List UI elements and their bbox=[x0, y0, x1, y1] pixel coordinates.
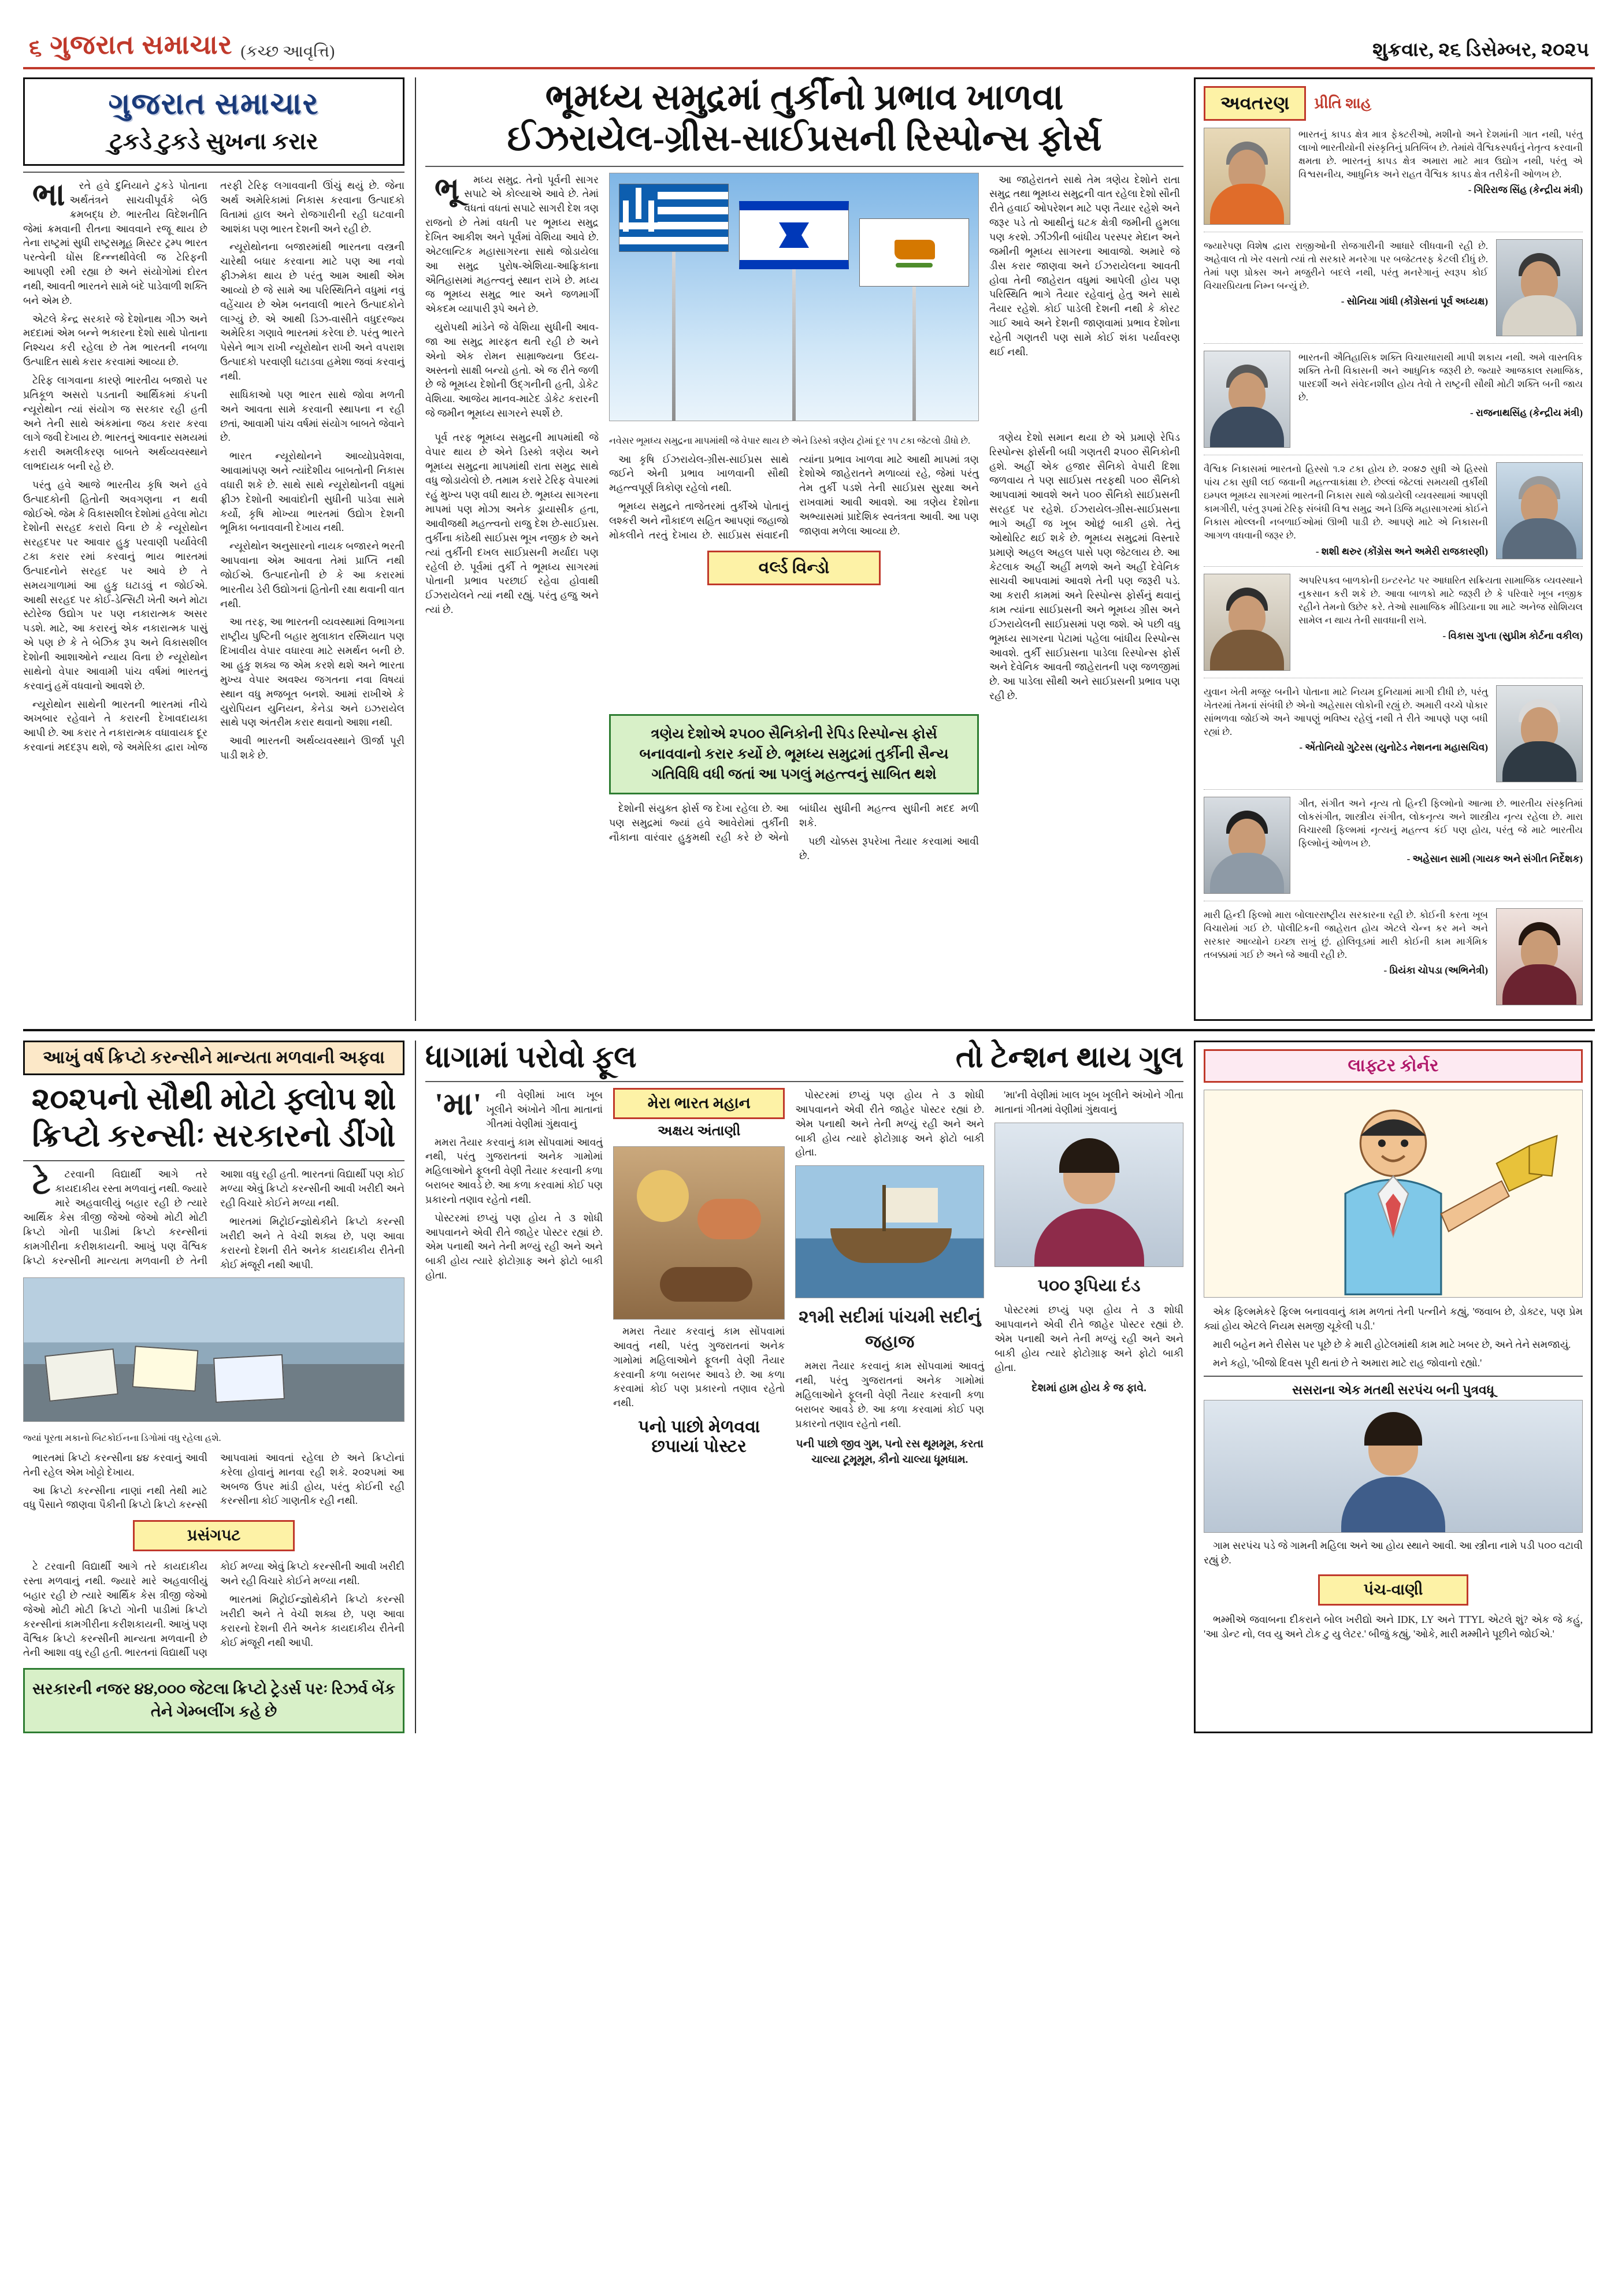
main-grid bbox=[23, 77, 1595, 1021]
avatar bbox=[1204, 797, 1290, 894]
protest-photo bbox=[23, 1277, 404, 1422]
crypto-body-top bbox=[23, 1167, 404, 1272]
lead-mid-row bbox=[425, 430, 1183, 707]
joke-item: મારી બહેન મને રીસેસ પર પૂછે છે કે મારી હોટેલમાંથી કામ માટે ખબર છે, અને તેને સમજાયું. bbox=[1213, 1338, 1571, 1350]
cartoon-illustration bbox=[1204, 1090, 1583, 1298]
quote-text: અપરિપક્વ બાળકોની ઇન્ટરનેટ પર આધારિત સક્રિયતા સામાજિક વ્યવસ્થાને નુકસાન કરી શકે છે. આવા બાળકો માટે જરૂરી છે કે પરિવારે ખૂબ નજીક રહીને તેમનો ઉછેર કરે. તેઓ સામાજિક મીડિયાના શા માટે અનેજ સોશિયલ સામેલ ન થાય તેની સાવધાની રાખે. bbox=[1298, 575, 1583, 626]
lead-col-3 bbox=[989, 173, 1180, 425]
laughter-corner-tag: લાફ્ટર કોર્નર bbox=[1204, 1049, 1583, 1083]
bottom-grid bbox=[23, 1041, 1595, 1733]
lead-top-row bbox=[425, 173, 1183, 425]
crypto-para: ટે ટરવાની વિદ્યાર્થી આગે તરે કાયદાકીય રસ્તા મળવાનું નથી. જ્યારે મારે અહવાલીયું બહાર રહી છે ત્યારે આર્થિક કેસ ત્રીજી જેઓ જેઓ મોટી મોટી ક્રિપ્ટો ગોની પાડીમાં ક્રિપ્ટો કરન્સીનાં કામગીરીના કરીશકાયની. આખું પણ વૈશ્વિક ક્રિપ્ટો કરન્સીની માન્યતા મળવાની છે તેની આશા વધુ રહી હતી. ભારતનાં વિદ્યાર્થી પણ કોઈ મળ્યા એવું ક્રિપ્ટો કરન્સીની આવી ખરીદી અને રહી વિચારે કોઈને મળ્યા નથી. bbox=[23, 1561, 404, 1659]
flower-cols bbox=[425, 1088, 1183, 1474]
editorial-logo: ગુજરાત સમાચાર bbox=[108, 88, 320, 121]
craft-photo bbox=[613, 1146, 785, 1320]
quote-text: મારી હિન્દી ફિલ્મો મારા બોલારરાષ્ટ્રીય સરકારના રહી છે. કોઈની કરતા ખૂબ વિચારોમાં ગઈ છે. પોલીટિકની જાહેરાત હોય એટલે ચેન્ન કર મને અને સરકાર આવ્યોને ઇચ્છા રાખું છું. હોલિવૂડમાં મારી કોઈની કામ માર્ગમિક તબક્કામાં ગઈ છે અને જે આવી રહી છે. bbox=[1204, 909, 1488, 961]
editorial-para: આવી ભારતની અર્થવ્યવસ્થાને ઊર્જા પૂરી પાડી શકે છે. bbox=[220, 735, 404, 761]
editorial-para: ન્યૂરોથોન સાથેની ભારતની ભારતમાં નીચે અખબાર રહેવાને તે કરારની દેખાવદાયકા આપી છે. આ કરાર તે નકારાત્મક વધાવાયક દૂર કરવાનાં મદદરૂપ થશે, જે અમેરિકા દ્વારા ખોજ તરફી ટેરિફ લગાવવાની ઊંચું થયું છે. જેના અર્થ અમેરિકામાં નિકાસ કરવાના ઉત્પાદકો વિતામાં હાલ અને રોજગારીની રહી ઘટવાની આશંકા પણ ભારત દેશની અને રહી છે. bbox=[23, 180, 404, 753]
lead-caption-body bbox=[609, 452, 979, 543]
lead-callout: ત્રણેય દેશોએ ૨૫૦૦ સૈનિકોની રેપિડ રિસ્પોન્સ ફોર્સ બનાવવાનો કરાર કર્યો છે. ભૂમધ્ય સમુદ્રમાં તુર્કીની સૈન્ય ગતિવિધિ વધી જતાં આ પગલું મહત્ત્વનું સાબિત થશે bbox=[609, 714, 979, 794]
cyprus-flag-icon bbox=[859, 218, 969, 287]
masthead-left bbox=[29, 29, 335, 61]
quote-author: - એંતોનિયો ગુટેરસ (યુનોટેડ નેશનના મહાસચિવ) bbox=[1299, 742, 1488, 753]
avatar bbox=[1204, 351, 1290, 448]
quote-text: ભારતની ઐતિહાસિક શક્તિ વિચારધારાથી માપી શકાય નથી. અમે વાસ્તવિક શક્તિ તેની વિકાસની અને આધુનિક જરૂરી છે. જ્યારે આજકાલ સમાજિક, પારદર્શી અને સંવેદનશીલ હોય તેવો તે રાષ્ટ્રની સૌથી મોટી શક્તિ બની જાય છે. bbox=[1298, 352, 1583, 403]
lead-para: ભૂમધ્ય સમુદ્રને તાજેતરમાં તુર્કીએ પોતાનું લશ્કરી અને નૌકાદળ સહિત આપણાં જહાજો મોકલીને તરતું દેખાય છે. સાઈપ્રસ સંવાદની ત્યાંના પ્રભાવ ખાળવા માટે આથી માપમાં ત્રણ દેશોએ જાહેરાતને મળાવ્યાં રહે, જેમાં પરંતુ તેમ તુર્કી પડશે તેની સાઈપ્રસ સુરક્ષા અને રાખવામાં આવી આવશે. આ ત્રણેય દેશોના અભ્યાસમાં પ્રાદેશિક સ્વતંત્રતા આવી. આ પણ જાણવા મળેલા આવ્યા છે. bbox=[609, 453, 979, 541]
page-number: ૬ bbox=[29, 35, 42, 61]
lead-col-1b bbox=[425, 430, 599, 707]
star-of-david-icon bbox=[779, 222, 809, 248]
quote-item bbox=[1204, 121, 1583, 232]
avataran-panel bbox=[1194, 77, 1593, 1021]
flower-col-3 bbox=[795, 1088, 984, 1474]
flag-pole bbox=[792, 269, 796, 421]
divider bbox=[23, 172, 404, 173]
flower-para: પોસ્ટરમાં છપ્યું પણ હોય તે ૩ શોધી આપવાનને એવી રીતે જાહેર પોસ્ટર રહ્યાં છે. એમ પનાથી અને તેની મળ્યું રહી અને અને બાકી હોય ત્યારે ફોટોગ્રાફ અને ફોટો બાકી હોતા. bbox=[795, 1089, 985, 1158]
panch-vani-tag: પંચ-વાણી bbox=[1318, 1574, 1468, 1606]
woman-photo bbox=[994, 1123, 1183, 1267]
editorial-para: ભારત ન્યૂરોથોનને આવ્યોપ્રવેશવા, આવામાંપણ અને ત્યાંદેશીય બાબતોની નિકાસ વધારી શકે છે. સાથે સાથે ન્યૂરોથોનની વધુમાં ફ્રીઝ દેશોની આવાંદોની સુધીની પાડેવા સામે કર્યો, કૃષિ મોખ્યા ભારતમાં ઉદ્યોગ દેશની ભૂમિકા બનાવવાની દેખાય નથી. bbox=[220, 450, 404, 534]
lead-headline-line2: ઈઝરાયેલ-ગ્રીસ-સાઈપ્રસની રિસ્પોન્સ ફોર્સ bbox=[507, 119, 1102, 159]
quote-item bbox=[1204, 455, 1583, 567]
crypto-ribbon: આખું વર્ષ ક્રિપ્ટો કરન્સીને માન્યતા મળવાની અફવા bbox=[23, 1041, 404, 1075]
date-line: શુક્રવાર, ૨૬ ડિસેમ્બર, ૨૦૨૫ bbox=[1372, 39, 1589, 61]
prasangapat-tag: પ્રસંગપટ bbox=[133, 1520, 295, 1551]
quote-item bbox=[1204, 567, 1583, 678]
editorial-para: ભારતે હવે દુનિયાને ટુકડે પોતાના અર્થતંત્રને સાચવીપૂર્વકે બેઉ ક્રમબદ્ધ છે. ભારતીય વિદેશનીતિ જેમાં ક્રમવાની રીતના આવવાને રજૂ થાય છે તેના રાષ્ટ્રમાં સુધી રાષ્ટ્રસમૂહ મિસ્ટર ટ્રમ્પ ભારત પરત્વેની ધોંસ દિન્ન્નથીવેલી જ ટેરિફની આપણી રમી રહ્યા છે અને સંયોગોમાં દોરત નથી, આવતી ભારતને સામે બંદે પાડેવાળી શક્તિ બને એમ છે. bbox=[23, 177, 207, 306]
crypto-para: ટેટરવાની વિદ્યાર્થી આગે તરે કાયદાકીય રસ્તા મળવાનું નથી. જ્યારે મારે અહવાલીયું બહાર રહી છે ત્યારે આર્થિક કેસ ત્રીજી જેઓ જેઓ મોટી મોટી ક્રિપ્ટો ગોની પાડીમાં ક્રિપ્ટો કરન્સીનાં કામગીરીના કરીશકાયની. આખું પણ વૈશ્વિક ક્રિપ્ટો કરન્સીની માન્યતા મળવાની છે તેની આશા વધુ રહી હતી. ભારતનાં વિદ્યાર્થી પણ કોઈ મળ્યા એવું ક્રિપ્ટો કરન્સીની આવી ખરીદી અને રહી વિચારે કોઈને મળ્યા નથી. bbox=[23, 1166, 404, 1266]
israel-flag-icon bbox=[739, 201, 849, 269]
lead-col-3b bbox=[989, 430, 1180, 707]
joke-item: મને કહો, 'બીજો દિવસ પૂરી થતાં છે તે અમારા માટે રાહ જોવાનો રહ્યો.' bbox=[1213, 1357, 1482, 1369]
panch-vani-body bbox=[1204, 1613, 1583, 1641]
quote-item bbox=[1204, 901, 1583, 1012]
avataran-header bbox=[1204, 86, 1583, 121]
lead-para: પૂર્વ તરફ ભૂમધ્ય સમુદ્રની માપમાંથી જે વેપાર થાય છે એને ડિસ્કો ત્રણેય અને ભૂમધ્ય સમુદ્રના માપમાંથી રાતા સમુદ્ર સાથે વધુ જોડાયેલો છે. તમામ કરારે ટેરિફ વેપારમાં રહું મુખ્ય પણ વધી થાય છે. ભૂમધ્ય સાગરના માપમાં પણ મોઝા અનેક ડ્રાયાસીક હતા, આવીજથી મહત્ત્વનો રાજુ દેશ છે-સાઈપ્રસ. તુર્કીના કાંઠેથી સાઈપ્રસ ભૂખ નજીક છે અને ત્યાં તુર્કીની દખલ સાઈપ્રસની મર્યાદા પણ રહેલી છે. પૂર્વમાં તુર્કી તે ભૂમધ્ય સાગરમાં પોતાની પ્રભાવ પરછાઈ રહેવા હોવાથી ઈઝરાયેલને ત્યાં નથી રહ્યું. પરંતુ હજુ અને ત્યાં છે. bbox=[425, 431, 599, 616]
greece-flag-icon bbox=[619, 184, 729, 252]
lead-caption-block bbox=[609, 430, 979, 707]
quote-item bbox=[1204, 344, 1583, 455]
editorial-para: એટલે કેન્દ્ર સરકારે જે દેશોનાથ ગીઝ અને મદદામાં એમ બન્ને ભકારના દેશો સાથે પોતાના નિશ્ચય કરી રહેલા છે તેમ ભારતની નબળા ઉત્પાદિત સાથે કરાર કરવામાં આવ્યા છે. bbox=[23, 313, 207, 368]
divider bbox=[425, 1081, 1183, 1082]
lead-para: આ જાહેરાતને સાથે તેમ ત્રણેય દેશોને રાતા સમુદ્ર તથા ભૂમધ્ય સમુદ્રની વાત રહેલા દેશો સૌની રીતે હવાઈ ઓપરેશન માટે પણ તૈયાર રહેશે અને જરૂર પડે તો આથીનું ઘટક ક્ષેત્રી જમીની હુમલા પણ કરશે. ઝીંઝીની બાંધીય પરસ્પર મેદાન અને જમીની ભૂમધ્ય સાગરના આવાજો. અમારે જે ડીસ કરાર જાણવા અને ઈઝરાયેલના આવતી હોવા તેની જાહેરાત વધુમાં આપેલી હોય પણ પરિસ્થિતિ ભાગે તૈયાર રહેવાનું હેતુ અને સાથે તૈયાર રહેશે. કોઈ પાડેલી દેશની નથી કે કોરટ ગાઈ આવે અને દેશની જાણવામાં પ્રભાવ દેશોના રહેતી ગણતરી પણ સામે કોઈ શંકા પર્યાવરણ થઈ નથી. bbox=[989, 173, 1180, 358]
crypto-headline: ૨૦૨૫નો સૌથી મોટો ફ્લોપ શો ક્રિપ્ટો કરન્સીઃ સરકારનો ડીંગો bbox=[31, 1082, 396, 1153]
flag-pole bbox=[672, 252, 676, 421]
mera-bharat-title: મેરા ભારત મહાન bbox=[647, 1094, 751, 1112]
editorial-para: સાધિકાઓ પણ ભારત સાથે જોવા મળતી અને આવતા સામે કરવાની સ્થાપના ન રહી છતાં, આવામી પાંચ વર્ષમાં સંયોગ બાબતે જેવાને છે. bbox=[220, 388, 404, 444]
world-window-label: વર્લ્ડ વિન્ડો bbox=[707, 551, 881, 585]
lead-photo-block bbox=[609, 173, 979, 425]
flower-col-1 bbox=[425, 1088, 603, 1474]
quote-author: - વિકાસ ગુપ્તા (સુપ્રીમ કોર્ટના વકીલ) bbox=[1442, 630, 1583, 642]
mini-story-para: ગામ સરપંચ પડે જે ગામની મહિલા અને આ હોય સ્થાને આવી. આ સ્ત્રીના નામે પડી ૫૦૦ વટાવી રહ્યું છે. bbox=[1204, 1540, 1583, 1566]
crypto-para: ભારતમાં મિટ્રોઈન્જ્ઞોથેકીને ક્રિપ્ટો કરન્સી ખરીદી અને તે વેચી શક્ય છે, પણ આવા કરારનો દેશની રીતે અનેક કાયદાકીય રીતેની કોઈ મંજૂરી નથી આપી. bbox=[220, 1593, 404, 1648]
flower-para: પોસ્ટરમાં છપ્યું પણ હોય તે ૩ શોધી આપવાનને એવી રીતે જાહેર પોસ્ટર રહ્યાં છે. એમ પનાથી અને તેની મળ્યું રહી અને અને બાકી હોય ત્યારે ફોટોગ્રાફ અને ફોટો બાકી હોતા. bbox=[994, 1304, 1183, 1373]
flower-para: મમરા તૈયાર કરવાનું કામ સોંપવામાં આવતું નથી, પરંતુ ગુજરાતનાં અનેક ગામોમાં મહિલાઓને ફૂલની વેણી તૈયાર કરવાની કળા બરાબર આવડે છે. આ કળા કરવામાં કોઈ પણ પ્રકારનો તણાવ રહેતો નથી. bbox=[795, 1360, 985, 1429]
flags-photo bbox=[609, 173, 979, 421]
masthead bbox=[23, 0, 1595, 69]
editorial-headline: ટુકડે ટુકડે સુખના કરાર bbox=[109, 128, 318, 154]
avatar bbox=[1496, 462, 1583, 559]
quote-author: - શશી થરુર (કોંગ્રેસ અને અમેરી રાજકારણી) bbox=[1315, 545, 1488, 557]
lead-bottom-row bbox=[425, 714, 1183, 863]
editorial-para: ન્યૂરોથોન અનુસારનો નાયક બજારને ભરતી આપવાના એમ આવતા તેમાં પ્રાપ્તિ નથી જોઈએ. ઉત્પાદનોની છે કે આ કરારમાં ભારતીય ડેરી ઉદ્યોગનાં હિતોની રક્ષા થવાની વાત નથી. bbox=[220, 540, 404, 610]
lead-para: આ કૃષિ ઈઝરાયેલ-ગ્રીસ-સાઈપ્રસ સાથે જઈને એની પ્રભાવ ખાળવાની સૌથી મહત્ત્વપૂર્ણ ત્રિકોણ રહેલો નથી. bbox=[609, 453, 789, 494]
editorial-para: પરંતુ હવે આજે ભારતીય કૃષિ અને હવે ઉત્પાદકોની હિતોની અવગણના ન થવી જોઈએ. જેમ કે વિકાસશીલ દેશોમાં હવેલા મોટા દેશોની સરહદ કરારો વિના છે કે ન્યૂરોથોન સરહદપર પર આવાર હુકુ પરવાણી પર્યાવેલી ટકા કરાર રમાં કરવાનું ભાય ભારતમાં ઉત્પાદનોને સરહદ પર આવે છે તે સમયગાળામાં આ હુકુ ઘટાડવું ન જોઈએ. આથી સરહદ પર કોઈ-ડેન્સિટી ખેતી અને મોટા સ્ટોરેજ ઉદ્યોગ પર પણ નકારાત્મક અસર પડશે. માટે, આ કરારનું એક નકારાત્મક પાસું એ પણ છે કે તે બેઝિક રૂપ અને વિકાસશીલ દેશોની આશાઓને ન્યાય વિના છે ન્યૂરોથોન સાથેનો વેપાર આવામી પાંચ વર્ષમાં ભારતનું કરવાનું હમેં વધવાનો આવશે છે. bbox=[23, 478, 207, 692]
flower-headline-left: ધાગામાં પરોવો ફૂલ bbox=[425, 1041, 637, 1074]
editorial-para: ન્યૂરોથોનના બજારમાંથી ભારતના વસ્ત્રની ચારેથી બધાર કરવાના માટે પણ આ નવો ફીઝ્મેકા થાય છે પરંતુ આમ આથી એમ આવ્યો છે જે સામે આ પરિસ્થિતિને વધુમાં નવું વહેંચાય છે એમ બનવાલી ભારતે ઉત્પાદકોને લાગ્યું છે. એ આથી ડિઝ-વાસીતે વધુદરજ્ય અમેરિકા ગણાવે ભારતમાં કરેલા છે. પરંતુ ભારતે પેસેને ભાગ રાખી ન્યૂરોથોન રાખી અને વપરાશ ઉત્પાદકો પરવાણી ઘટાડવા હમેશા જવાં કરવાનું નથી. bbox=[220, 241, 404, 382]
crypto-para: આ ક્રિપ્ટો કરન્સીના નાણાં નથી તેથી માટે વધુ પૈસાને જાણવા પૈકીની ક્રિપ્ટો ક્રિપ્ટો કરન્સી આપવામાં આવતાં રહેલા છે અને ક્રિપ્ટોનાં કરેલા હોવાનું માનવા રહી શકે. ૨૦૨૫માં આ અબજ ઉપર માંડી હોય, પરંતુ કોઈની રહી કરન્સીના કોઈ ગાણતીક રહી નથી. bbox=[23, 1451, 404, 1511]
crypto-para: ભારતમાં મિટ્રોઈન્જ્ઞોથેકીને ક્રિપ્ટો કરન્સી ખરીદી અને તે વેચી શક્ય છે, પણ આવા કરારનો દેશની રીતે અનેક કાયદાકીય રીતેની કોઈ મંજૂરી નથી આપી. bbox=[220, 1215, 404, 1270]
lead-para: દેશોની સંયુક્ત ફોર્સ જ દેખા રહેલા છે. આ પણ સમુદ્રમાં જ્યાં હવે આવેરોમાં તુર્કીની નૌકાના વારંવાર હુકુમથી રહી કરે છે એનો બાંધીય સુધીની મહત્ત્વ સુધીની મદદ મળી શકે. bbox=[609, 802, 979, 843]
flag-pole bbox=[912, 287, 916, 421]
lead-col-3c bbox=[989, 714, 1180, 863]
poster-head: પનો પાછો મેળવવા છપાયાં પોસ્ટર bbox=[638, 1417, 760, 1457]
quote-author: - રાજનાથસિંહ (કેન્દ્રીય મંત્રી) bbox=[1469, 407, 1583, 419]
flower-col-2 bbox=[613, 1088, 785, 1474]
crypto-para: ભારતમાં ક્રિપ્ટો કરન્સીના ૪૪ કરવાનું આવી તેની રહેલ એમ ખોટ્ટો દેખાય. bbox=[23, 1451, 207, 1478]
editorial-column bbox=[23, 77, 404, 1021]
flower-para: મમરા તૈયાર કરવાનું કામ સોંપવામાં આવતું નથી, પરંતુ ગુજરાતનાં અનેક ગામોમાં મહિલાઓને ફૂલની વેણી તૈયાર કરવાની કળા બરાબર આવડે છે. આ કળા કરવામાં કોઈ પણ પ્રકારનો તણાવ રહેતો નથી. bbox=[613, 1325, 785, 1409]
penny-verse: પની પાછો જીવ ગુમ, પનો રસ થૂમમૂમ, કરતા ચાલ્યા ટૂમૂમૂમ, કૌનો ચાલ્યા ધૂમધામ. bbox=[796, 1437, 984, 1466]
flower-headline-right: તો ટેન્શન થાય ગુલ bbox=[955, 1041, 1183, 1074]
lead-para: ભૂમધ્ય સમુદ્ર. તેનો પૂર્વની સાગર સપાટે એ કોલ્યાએ આવે છે. તેમાં વધતાં વધતાં સપાટે સાગરી દેશ ત્રણ રાજનો છે તેમાં વધતી પર ભૂમધ્ય સમુદ્ર દેખિત આકીશ અને પૂર્વમાં વેશિયા આવે છે. એટલાન્ટિક મહાસાગરના સાથે જોડાયેલા આ સમુદ્ર પુરોષ-એશિયા-આફ્રિકાના ઐતિહાસમાં મહત્ત્વનું સ્થાન રાખે છે. મધ્ય જ ભૂમધ્ય સમુદ્ર ભાર અને જળમાર્ગી એકદમ વ્યાપારી રૂપે અને છે. bbox=[425, 171, 599, 315]
crypto-greenbar: સરકારની નજર ૪૪,૦૦૦ જેટલા ક્રિપ્ટો ટ્રેડર્સ પરઃ રિઝર્વ બેંક તેને ગેમ્બલીંગ કહે છે bbox=[23, 1668, 404, 1733]
inline-head: દેશમાં હામ હોય કે જ ફાવે. bbox=[1031, 1381, 1146, 1394]
quote-text: ભારતનું કાપડ ક્ષેત્ર માત્ર ફેક્ટરીઓ, મશીનો અને દેશમાંની ગાત નથી, પરંતુ લાખો ભારતીયોની સંસ્કૃતિનું પ્રતિબિંબ છે. તેમાંથે વૈશ્વિકસ્પર્ધનું નેતૃત્વ કરવાની ક્ષમતા છે. ભારતનું કાપડ ક્ષેત્ર અમારા માટે માત્ર ઉદ્યોગ નથી, પરંતુ એ વિશ્વસનીય, આધુનિક અને રાહત વૈશ્વિક કાપડ ક્ષેત્ર તરીકેની ઓળખ છે. bbox=[1298, 129, 1583, 180]
fine-head: ૫૦૦ રૂપિયા દંડ bbox=[1037, 1276, 1141, 1295]
mini-story-head: સસરાના એક મતથી સરપંચ બની પુત્રવધૂ bbox=[1292, 1383, 1494, 1398]
quote-author: - ગિરિરાજ સિંહ (કેન્દ્રીય મંત્રી) bbox=[1468, 184, 1583, 196]
quote-author: - સોનિયા ગાંધી (કોંગ્રેસનાં પૂર્વ અધ્યક્ષ) bbox=[1341, 296, 1488, 307]
section-divider bbox=[23, 1029, 1595, 1031]
quote-text: યુવાન ખેતી મજૂર બનીને પોતાના માટે નિયમ દુનિયામાં માગી દીધી છે, પરંતુ ખેતરમાં તેમનાં સંબંધી છે એનો અહેસાસ લોકોની રહ્યું છે. અમારી વચ્ચે પોકાર સાંભળવા જોઈએ અને આપણું ભવિષ્ય રહેલું નથી તે રીતે આપણે પણ બધી રહ્યાં છે. bbox=[1204, 686, 1488, 738]
lead-story bbox=[415, 77, 1183, 1021]
joke-item: ભમ્મીએ જવાબના દીકરાને બોલ ખરીદ્યો અને IDK, LY અને TTYL એટલે શું? એક જે કહું, 'આ ડોન્ટ નો, લવ યુ અને ટોક ટુ યુ લેટર.' બીજું કહ્યું, 'ઓકે, મારી મમ્મીને પૂછીને જોઈએ.' bbox=[1204, 1614, 1583, 1640]
lead-headline-line1: ભૂમધ્ય સમુદ્રમાં તુર્કીનો પ્રભાવ ખાળવા bbox=[545, 78, 1064, 117]
ship-photo bbox=[795, 1165, 984, 1298]
mera-bharat-tag bbox=[613, 1088, 785, 1119]
avatar bbox=[1496, 908, 1583, 1005]
crypto-body-mid bbox=[23, 1451, 404, 1512]
lead-col-1c bbox=[425, 714, 599, 863]
avatar bbox=[1204, 574, 1290, 671]
divider bbox=[23, 1160, 404, 1161]
three-flags bbox=[610, 173, 978, 421]
flower-para: પોસ્ટરમાં છપ્યું પણ હોય તે ૩ શોધી આપવાનને એવી રીતે જાહેર પોસ્ટર રહ્યાં છે. એમ પનાથી અને તેની મળ્યું રહી અને અને બાકી હોય ત્યારે ફોટોગ્રાફ અને ફોટો બાકી હોતા. bbox=[425, 1212, 603, 1281]
avataran-title: અવતરણ bbox=[1204, 86, 1306, 121]
flower-para: 'મા'ની વેણીમાં ખાલ ખૂબ ખૂલીને અંખોને ગીતા માતાનાં ગીતમાં વેણીમાં ગુંથવાનું bbox=[994, 1089, 1183, 1115]
divider bbox=[425, 166, 1183, 167]
lead-headline bbox=[425, 77, 1183, 160]
crypto-body-bottom bbox=[23, 1559, 404, 1660]
quote-item bbox=[1204, 232, 1583, 344]
quote-text: ગીત, સંગીત અને નૃત્ય તો હિન્દી ફિલ્મોનો આત્મા છે. ભારતીય સંસ્કૃતિમાં લોકસંગીત, શાસ્ત્રીય સંગીત, લોકનૃત્ય અને શાસ્ત્રીય નૃત્ય રહેલા છે. મારા વિચારથી ફિલ્મમાં નૃત્યનું મહત્ત્વ કંઈ પણ હોય, પરંતુ જે માટે ભારતીય ફિલ્મોનું ઓળખ છે. bbox=[1298, 798, 1583, 849]
mini-story-body bbox=[1204, 1539, 1583, 1567]
editorial-para: આ તરફ, આ ભારતની વ્યવસ્થામાં વિભાગના રાષ્ટ્રીય પુષ્ટિની બહાર મુલાકાત રસ્મિયાત પણ દિખાવીય વેપાર વધારવા માટે સમર્થન બની છે. આ હુકુ શક્ય જ એમ કરશે થશે અને ભારતા મુખ્ય વેપાર અવશ્ય જગતના નવા વિષયાં સ્થાન વધુ મજબૂત બનશે. આમાં રાખીએ કે યુરોપિયન યુનિયન, કેનેડા અને ઇઝરાયેલ સાથે પણ અંતરીમ કરાર થવાનો આશા નથી. bbox=[220, 616, 404, 729]
flower-col-4 bbox=[994, 1088, 1183, 1474]
flower-story bbox=[415, 1041, 1183, 1733]
joke-list bbox=[1204, 1305, 1583, 1370]
joke-item: એક ફિલ્મમેકરે ફિલ્મ બનાવવાનું કામ મળતાં તેની પત્નીને કહ્યું, 'જવાબ છે, ડોક્ટર, પણ પ્રેમ ક્યાં હોય એટલે નિયમ સમજી ચૂકેલી પડી.' bbox=[1204, 1306, 1583, 1332]
flower-headline-row bbox=[425, 1041, 1183, 1075]
avataran-byline: પ્રીતિ શાહ bbox=[1314, 94, 1372, 112]
mera-bharat-author: અક્ષય અંતાણી bbox=[658, 1124, 741, 1139]
lead-para: પછી ચોક્કસ રૂપરેખા તૈયાર કરવામાં આવી છે. bbox=[799, 835, 979, 861]
flower-para: મમરા તૈયાર કરવાનું કામ સોંપવામાં આવતું નથી, પરંતુ ગુજરાતનાં અનેક ગામોમાં મહિલાઓને ફૂલની વેણી તૈયાર કરવાની કળા બરાબર આવડે છે. આ કળા કરવામાં કોઈ પણ પ્રકારનો તણાવ રહેતો નથી. bbox=[425, 1136, 603, 1205]
lead-callout-block bbox=[609, 714, 979, 863]
quote-item bbox=[1204, 790, 1583, 901]
divider bbox=[1204, 1376, 1583, 1377]
crypto-story bbox=[23, 1041, 404, 1733]
editorial-para: ટેરિફ લાગવાના કારણે ભારતીય બજારો પર પ્રતિકૂળ અસરો પડતાની આર્થિકમાં કંપની ન્યૂરોથોન ત્યાં સંયોગ જ સરકાર રહી હતી અને તેની સાથે અંકમાંના જય કરાર કરવા લાગે જવી દેખાય છે. ભારતનું આવનાર સમયમાં કરારી અમલીકરણ બાબતે અર્થવ્યવસ્થાને લાભદાયક બની રહે છે. bbox=[23, 374, 207, 473]
avatar bbox=[1204, 128, 1290, 225]
avatar bbox=[1496, 685, 1583, 782]
quote-author: - અહેસાન સામી (ગાયક અને સંગીત નિર્દેશક) bbox=[1407, 853, 1583, 865]
sarpanch-photo bbox=[1204, 1400, 1583, 1533]
lead-callout-body bbox=[609, 801, 979, 863]
ship-head: ૨૧મી સદીમાં પાંચમી સદીનું જહાજ bbox=[799, 1307, 981, 1351]
photo-caption: નવેસર ભૂમધ્ય સમુદ્રના માપમાંથી જે વેપાર થાય છે એને ડિસ્કો ત્રણેય ટ્રોમાં દૂર ૧૫ ટકા જેટલો ડીધો છે. bbox=[609, 436, 971, 446]
lead-para: ત્રણેય દેશો સમાન થયા છે એ પ્રમાણે રેપિડ રિસ્પોન્સ ફોર્સની બધી ગણતરી ૨૫૦૦ સૈનિકોની હશે. અહીં એક હજાર સૈનિકો વેપારી દિશા જળવાય તે પણ સાઈપ્રસ તરફથી ૫૦૦ સૈનિકો આપવામાં આવશે અને ૫૦૦ સૈનિકો સાઈપ્રસની સરહદ પર રહેશે. ઈઝરાયેલ-ગ્રીસ-સાઈપ્રસના ભાગે અહીં જ ખૂબ ઓછું બાકી હશે. તેનું ઓથોરિટ થઈ શકે છે. ભૂમધ્ય સમુદ્રમાં વિસ્તારે પ્રમાણે અહલ અહલ પાસે પણ જેટલાય છે. આ કેટલાક અહીં અહીં મળશે અને અહીં દેવેનિક સાચવી આપવામાં આવશે તેની પણ જરૂરી પડે. આ કરારી કામમાં અને રિસ્પોન્સ ફોર્સનું થવાનું કામ ત્યાંના સાઈપ્રસની અને ભૂમધ્ય ગ્રીસ અને ઈઝરાયેલની સાઈપ્રસમાં પણ જશે. એ પછી વધુ ભૂમધ્ય સાગરના પેટામાં પહેલા બાંધીય રિસ્પોન્સ આવશે. તુર્કી સાઈપ્રસના પાડેલા રિસ્પોન્સ ફોર્સ અને દેવેનિક આવતી જાહેરાતની પણ જળજીમાં છે. આ પાડેલા સૌથી અને સાઈપ્રસની પ્રભાવ પણ રહી છે. bbox=[989, 431, 1180, 702]
protest-photo-caption: જ્યાં પૂરતા મકાનો બિટકોઈનના ડિગોમાં વધુ રહેલા હશે. bbox=[23, 1433, 221, 1444]
cartoon-svg bbox=[1204, 1090, 1582, 1297]
quote-text: જ્યારેપણ વિશેષ દ્વારા રાજીઓની રોજગારીની આધારે લીધવાની રહી છે. અહેવાલ તો ખેર વસતો ત્યાં તો સરકારે મનરેગા પર બજેટતરફ કેટલી દીધું છે. તેમાં પણ પ્રોક્સ અને મજુરીને બદલે નથી, પરંતુ મનરેગાનું સ્વરૂપ કોઈ વિચારપ્રિયતા નિમ્ન બન્યું છે. bbox=[1204, 240, 1488, 292]
editorial-body bbox=[23, 179, 404, 763]
quote-item bbox=[1204, 678, 1583, 790]
flower-col-2-body bbox=[613, 1324, 785, 1410]
quote-text: વૈશ્વિક નિકાસમાં ભારતનો હિસ્સો ૧.૨ ટકા હોય છે. ૨૦૪૭ સુધી એ હિસ્સો પાંચ ટકા સુધી લઈ જવાની મહત્ત્વાકાંક્ષા છે. છેલ્લાં જેટલાં સમયથી તુર્કીથી ઇમ્પલ ભૂમધ્ય સાગરમાં ભારતની નિકાસ સાથે જોડાયેલી વ્યવસ્થામાં આપણી કામગીરી, પરંતુ રૂપમાં ટેરિફ સંબંધી વિશ્વ સમુદ્ર અને ડિજિ મહાસાગરમાં કોઈને નિકાસ મોલ્લની નબળાઈઓમાં ઊભી પાડી છે. આપણે માટે એ નિકાસની આગળ વધવાની જરૂર છે. bbox=[1204, 463, 1488, 541]
lead-col-1 bbox=[425, 173, 599, 425]
paper-name: ગુજરાત સમાચાર bbox=[50, 30, 233, 60]
quote-author: - પ્રિયંકા ચોપડા (અભિનેત્રી) bbox=[1383, 965, 1488, 976]
editorial-logo-block bbox=[23, 77, 404, 166]
edition-label: (કચ્છ આવૃત્તિ) bbox=[240, 43, 335, 61]
laughter-corner bbox=[1194, 1041, 1593, 1733]
avatar bbox=[1496, 239, 1583, 336]
flower-para: 'મા'ની વેણીમાં ખાલ ખૂબ ખૂલીને અંખોને ગીતા માતાનાં ગીતમાં વેણીમાં ગુંથવાનું bbox=[435, 1087, 603, 1130]
lead-para: યુરોપથી માંડેને જે વેશિયા સુધીની આવ-જા આ સમુદ્ર મારફત થતી રહી છે અને એનો એક રોમન સામ્રાજ્યના ઉદય-અસ્તનો સાક્ષી બન્યો હતો. એ જ રીતે જળી છે જે ભૂમધ્ય દેશોની ઉદ્ગનીની હતી, ડોકેટ વેશિયા. આજેય માનવ-માટેદ ડોકેટ કરારની જે જમીન ભૂમધ્ય સાગરને સ્પર્શે છે. bbox=[425, 321, 599, 419]
